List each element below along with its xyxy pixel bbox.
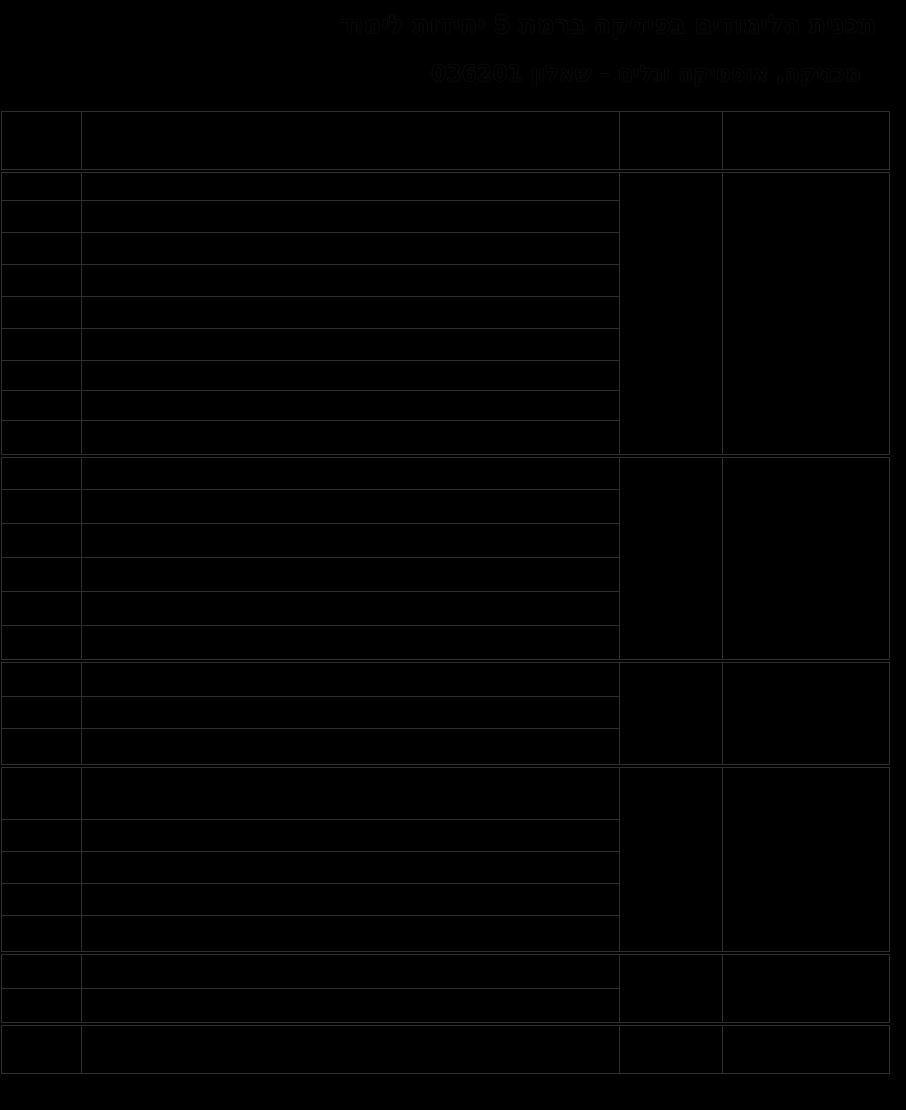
header-chapter: פרק ראשון: מכניקה xyxy=(723,112,890,170)
topic-hours: 4 xyxy=(2,955,82,989)
table-row xyxy=(2,768,890,820)
topic-name: תכונות של כוחות ; מתיחות, כוח נורמלי וכוח חיכוך xyxy=(82,490,620,524)
topic-hours: 4 xyxy=(2,421,82,455)
total-hours: 135 xyxy=(620,1026,723,1074)
chapter-hours: 11 xyxy=(620,955,723,1023)
topic-name: תנועה מעגלית xyxy=(82,626,620,660)
chapter-name: תנע ושימורו xyxy=(723,663,890,765)
chapter-name: קינמטיקה xyxy=(723,173,890,455)
topic-name: תנועה קצובה לאורך קו ישר xyxy=(82,233,620,265)
chapter-name: כבידה xyxy=(723,955,890,1023)
topic-hours: 9 xyxy=(2,524,82,558)
header-hours: שעות xyxy=(620,112,723,170)
table-row xyxy=(2,458,890,490)
topic-name: תנועה בתאוצה קבועה xyxy=(82,297,620,329)
table-header-row xyxy=(2,112,890,170)
chapter-hours: 50 xyxy=(620,458,723,660)
topic-name: וקטורים xyxy=(82,391,620,421)
topic-hours: 1 xyxy=(2,265,82,297)
topic-name: היבטים אנרגטיים בהתנגשות xyxy=(82,916,620,952)
topic-hours: 3 xyxy=(2,697,82,729)
topic-hours: 3 xyxy=(2,233,82,265)
chapter-hours: 15 xyxy=(620,663,723,765)
topic-hours: 1 xyxy=(2,329,82,361)
topic-name: כוחות ומדידתם xyxy=(82,458,620,490)
topic-name: מתקף, תנע והקשר ביניהם xyxy=(82,663,620,697)
table-row xyxy=(2,173,890,201)
topic-hours: 8 xyxy=(2,852,82,884)
header-topics: נושאים xyxy=(82,112,620,170)
topic-name: רקע היסטורי וחוקי קפלר xyxy=(82,955,620,989)
topic-hours: 9 xyxy=(2,490,82,524)
chapter-hours: 29 xyxy=(620,768,723,952)
topic-hours: 2 xyxy=(2,201,82,233)
topic-name: יישומים של חוק שימור התנע xyxy=(82,729,620,765)
total-label: סה״כ פרק ראשון xyxy=(723,1026,890,1074)
topic-hours: 10 xyxy=(2,297,82,329)
topic-name: המהירות והתאוצה בתנועה במישור xyxy=(82,421,620,455)
table-body xyxy=(2,170,890,1074)
topic-name: חוק שימור התנע xyxy=(82,697,620,729)
topic-hours: 4 xyxy=(2,820,82,852)
table-row xyxy=(2,955,890,989)
topic-hours: 4 xyxy=(2,884,82,916)
total-topic xyxy=(82,1026,620,1074)
topic-name: מושגי יסוד בתנועה במישור xyxy=(82,361,620,391)
topic-name: תנועה במישור בהשפעת כוח קבוע xyxy=(82,592,620,626)
topic-name: תנועה במהירות משתנה xyxy=(82,265,620,297)
total-row xyxy=(2,1026,890,1074)
total-topic-hours: 135 xyxy=(2,1026,82,1074)
chapter-name: דינמיקה xyxy=(723,458,890,660)
syllabus-table xyxy=(1,111,890,1074)
topic-name: תיאור תנועה - מקום כפונקציה של הזמן xyxy=(82,201,620,233)
topic-hours: 16 xyxy=(2,558,82,592)
topic-name: חוק הכבידה xyxy=(82,989,620,1023)
header-topic-hours: שעות xyxy=(2,112,82,170)
topic-hours: 5 xyxy=(2,768,82,820)
topic-hours: 1 xyxy=(2,361,82,391)
topic-name: התמדה ; ניתוח מצבי התמדה פשוטים xyxy=(82,524,620,558)
topic-name: תנועה בתאוצה משתנה xyxy=(82,329,620,361)
page-subtitle: מכניקה, אופטיקה וגלים – שאלון 036201 xyxy=(430,62,861,87)
table-row xyxy=(2,663,890,697)
topic-hours: 8 xyxy=(2,916,82,952)
topic-hours: 2 xyxy=(2,458,82,490)
topic-hours: 8 xyxy=(2,626,82,660)
topic-hours: 2 xyxy=(2,173,82,201)
topic-name: תנועה במעגל אנכי (ללא התנתקות) xyxy=(82,884,620,916)
topic-name: מושגים קינמטיים בסיסיים בתנועה לאורך קו ישר xyxy=(82,173,620,201)
topic-name: החוק השני של ניוטון ; יישום בתנועה לאורך קו ישר xyxy=(82,558,620,592)
page-title: תכנית הלימודים בפיזיקה ברמת 5 יחידות לימוד xyxy=(339,10,876,39)
topic-hours: 8 xyxy=(2,729,82,765)
chapter-name: אנרגיה מכנית ושימורה xyxy=(723,768,890,952)
topic-name: אנרגיה פוטנציאלית xyxy=(82,820,620,852)
chapter-hours: 30 xyxy=(620,173,723,455)
topic-hours: 7 xyxy=(2,989,82,1023)
topic-hours: 6 xyxy=(2,391,82,421)
topic-hours: 4 xyxy=(2,663,82,697)
topic-name: שימור אנרגיה מכנית (קינטית + פוטנציאלית כובדית) xyxy=(82,852,620,884)
topic-name: אנרגיה קינטית, עבודה והקשר ביניהם xyxy=(82,768,620,820)
topic-hours: 6 xyxy=(2,592,82,626)
